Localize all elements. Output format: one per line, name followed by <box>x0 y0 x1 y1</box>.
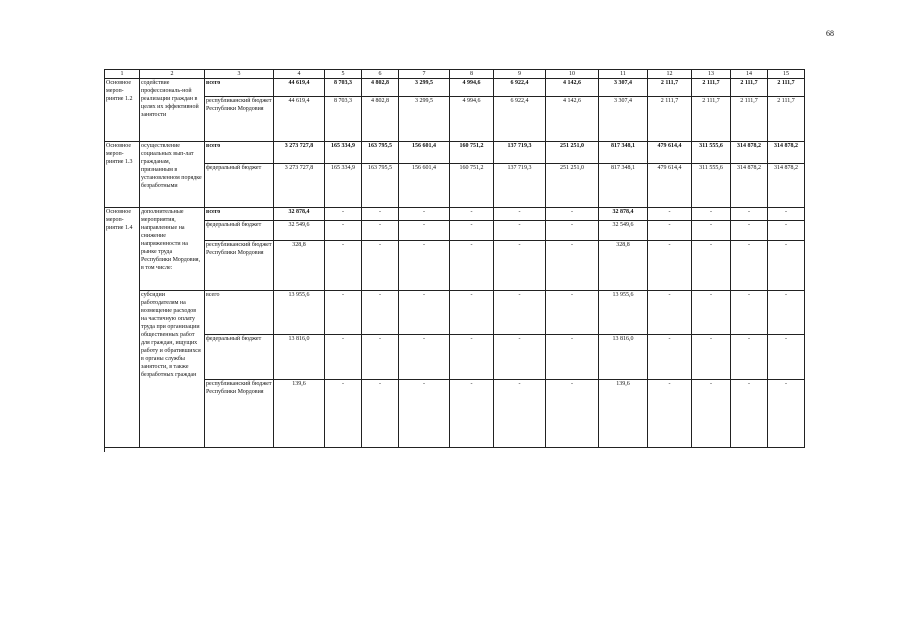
value-cell: 8 703,3 <box>325 97 362 142</box>
margin-line <box>104 440 105 452</box>
value-cell: 3 299,5 <box>399 79 450 97</box>
value-cell: 314 878,2 <box>731 164 768 208</box>
value-cell: - <box>648 208 692 221</box>
value-cell: - <box>399 208 450 221</box>
value-cell: - <box>768 208 805 221</box>
value-cell: - <box>325 221 362 241</box>
event-name: Основное мероп-риятие 1.4 <box>105 208 140 448</box>
value-cell: - <box>399 335 450 380</box>
value-cell: - <box>648 221 692 241</box>
table-row <box>105 164 805 208</box>
header-cell: 14 <box>731 70 768 79</box>
value-cell: 32 549,6 <box>599 221 648 241</box>
value-cell: - <box>450 241 494 291</box>
value-cell: 44 619,4 <box>274 79 325 97</box>
value-cell: - <box>731 221 768 241</box>
value-cell: - <box>494 291 546 335</box>
funding-source: всего <box>205 291 274 335</box>
value-cell: 160 751,2 <box>450 142 494 164</box>
value-cell: 4 994,6 <box>450 79 494 97</box>
value-cell: - <box>325 241 362 291</box>
value-cell: 4 142,6 <box>546 79 599 97</box>
value-cell: 2 111,7 <box>768 97 805 142</box>
value-cell: 328,8 <box>274 241 325 291</box>
table-row <box>105 291 805 335</box>
value-cell: - <box>692 221 731 241</box>
value-cell: 163 795,5 <box>362 164 399 208</box>
value-cell: 817 348,1 <box>599 142 648 164</box>
value-cell: 13 955,6 <box>599 291 648 335</box>
value-cell: - <box>494 335 546 380</box>
header-cell: 10 <box>546 70 599 79</box>
header-cell: 12 <box>648 70 692 79</box>
value-cell: - <box>692 208 731 221</box>
value-cell: 165 334,9 <box>325 164 362 208</box>
funding-source: республиканский бюджет Республики Мордовия <box>205 97 274 142</box>
value-cell: 4 802,8 <box>362 79 399 97</box>
value-cell: - <box>450 380 494 448</box>
value-cell: 13 816,0 <box>599 335 648 380</box>
value-cell: - <box>399 221 450 241</box>
header-cell: 6 <box>362 70 399 79</box>
header-cell: 8 <box>450 70 494 79</box>
value-cell: 137 719,3 <box>494 164 546 208</box>
value-cell: - <box>768 221 805 241</box>
value-cell: - <box>546 291 599 335</box>
page-number: 68 <box>826 29 834 38</box>
header-cell: 4 <box>274 70 325 79</box>
funding-source: федеральный бюджет <box>205 335 274 380</box>
value-cell: 2 111,7 <box>768 79 805 97</box>
value-cell: 4 994,6 <box>450 97 494 142</box>
funding-source: всего <box>205 208 274 221</box>
value-cell: - <box>494 208 546 221</box>
value-cell: - <box>362 241 399 291</box>
value-cell: - <box>362 335 399 380</box>
value-cell: - <box>648 380 692 448</box>
funding-source: федеральный бюджет <box>205 221 274 241</box>
event-name: Основное мероп-риятие 1.3 <box>105 142 140 208</box>
value-cell: 2 111,7 <box>648 79 692 97</box>
value-cell: 479 614,4 <box>648 142 692 164</box>
value-cell: 311 555,6 <box>692 142 731 164</box>
value-cell: - <box>546 208 599 221</box>
value-cell: - <box>362 208 399 221</box>
funding-source: всего <box>205 79 274 97</box>
value-cell: 32 878,4 <box>599 208 648 221</box>
header-cell: 9 <box>494 70 546 79</box>
table-row <box>105 380 805 448</box>
value-cell: - <box>494 221 546 241</box>
value-cell: 251 251,0 <box>546 142 599 164</box>
event-description: дополнительные мероприятия, направленные на снижение напряженности на рынке труда Республики Мордовия, в том числе: <box>140 208 205 291</box>
value-cell: - <box>546 241 599 291</box>
value-cell: 311 555,6 <box>692 164 731 208</box>
value-cell: 2 111,7 <box>692 79 731 97</box>
header-cell: 2 <box>140 70 205 79</box>
table-row <box>105 79 805 97</box>
value-cell: - <box>546 335 599 380</box>
value-cell: 4 802,8 <box>362 97 399 142</box>
event-description: содействие профессиональ-ной реализации граждан в целях их эффективной занятости <box>140 79 205 142</box>
value-cell: - <box>768 335 805 380</box>
value-cell: - <box>362 221 399 241</box>
value-cell: - <box>494 241 546 291</box>
value-cell: 156 601,4 <box>399 164 450 208</box>
value-cell: 3 273 727,8 <box>274 164 325 208</box>
value-cell: 139,6 <box>599 380 648 448</box>
value-cell: 817 348,1 <box>599 164 648 208</box>
value-cell: 3 273 727,8 <box>274 142 325 164</box>
header-cell: 11 <box>599 70 648 79</box>
value-cell: - <box>399 380 450 448</box>
value-cell: - <box>692 291 731 335</box>
value-cell: 163 795,5 <box>362 142 399 164</box>
table-row <box>105 142 805 164</box>
value-cell: - <box>325 291 362 335</box>
value-cell: - <box>450 208 494 221</box>
value-cell: 13 816,0 <box>274 335 325 380</box>
event-description: осуществление социальных вып-лат гражданам, признанным в установленном порядке безработными <box>140 142 205 208</box>
value-cell: - <box>768 380 805 448</box>
table-row <box>105 335 805 380</box>
value-cell: - <box>399 291 450 335</box>
header-cell: 3 <box>205 70 274 79</box>
header-cell: 15 <box>768 70 805 79</box>
value-cell: - <box>546 221 599 241</box>
value-cell: 8 703,3 <box>325 79 362 97</box>
value-cell: - <box>648 335 692 380</box>
header-row <box>105 70 805 79</box>
value-cell: - <box>731 208 768 221</box>
value-cell: - <box>546 380 599 448</box>
value-cell: 4 142,6 <box>546 97 599 142</box>
header-cell: 1 <box>105 70 140 79</box>
value-cell: - <box>325 208 362 221</box>
value-cell: 32 549,6 <box>274 221 325 241</box>
value-cell: - <box>362 291 399 335</box>
value-cell: 2 111,7 <box>648 97 692 142</box>
value-cell: - <box>450 221 494 241</box>
value-cell: 139,6 <box>274 380 325 448</box>
value-cell: - <box>692 241 731 291</box>
value-cell: - <box>450 335 494 380</box>
value-cell: 479 614,4 <box>648 164 692 208</box>
value-cell: - <box>731 380 768 448</box>
value-cell: 251 251,0 <box>546 164 599 208</box>
value-cell: - <box>731 291 768 335</box>
value-cell: 314 878,2 <box>731 142 768 164</box>
value-cell: - <box>494 380 546 448</box>
value-cell: 160 751,2 <box>450 164 494 208</box>
table-row <box>105 221 805 241</box>
value-cell: - <box>325 380 362 448</box>
table-row <box>105 241 805 291</box>
value-cell: 3 307,4 <box>599 79 648 97</box>
value-cell: 137 719,3 <box>494 142 546 164</box>
event-name: Основное мероп-риятие 1.2 <box>105 79 140 142</box>
value-cell: - <box>768 241 805 291</box>
value-cell: 13 955,6 <box>274 291 325 335</box>
value-cell: - <box>648 291 692 335</box>
value-cell: - <box>731 241 768 291</box>
value-cell: - <box>325 335 362 380</box>
value-cell: - <box>692 335 731 380</box>
value-cell: - <box>768 291 805 335</box>
value-cell: - <box>731 335 768 380</box>
value-cell: 3 307,4 <box>599 97 648 142</box>
value-cell: 156 601,4 <box>399 142 450 164</box>
value-cell: - <box>399 241 450 291</box>
funding-source: республиканский бюджет Республики Мордовия <box>205 241 274 291</box>
value-cell: 328,8 <box>599 241 648 291</box>
value-cell: 44 619,4 <box>274 97 325 142</box>
table-row <box>105 208 805 221</box>
value-cell: 314 878,2 <box>768 164 805 208</box>
header-cell: 5 <box>325 70 362 79</box>
header-cell: 7 <box>399 70 450 79</box>
value-cell: 314 878,2 <box>768 142 805 164</box>
funding-source: всего <box>205 142 274 164</box>
value-cell: - <box>692 380 731 448</box>
value-cell: 3 299,5 <box>399 97 450 142</box>
value-cell: - <box>362 380 399 448</box>
value-cell: 2 111,7 <box>731 97 768 142</box>
value-cell: 2 111,7 <box>731 79 768 97</box>
value-cell: 165 334,9 <box>325 142 362 164</box>
table-row <box>105 97 805 142</box>
funding-source: федеральный бюджет <box>205 164 274 208</box>
header-cell: 13 <box>692 70 731 79</box>
value-cell: 6 922,4 <box>494 97 546 142</box>
value-cell: - <box>450 291 494 335</box>
value-cell: 2 111,7 <box>692 97 731 142</box>
funding-source: республиканский бюджет Республики Мордовия <box>205 380 274 448</box>
value-cell: 6 922,4 <box>494 79 546 97</box>
value-cell: - <box>648 241 692 291</box>
budget-table <box>104 69 805 448</box>
value-cell: 32 878,4 <box>274 208 325 221</box>
event-description: субсидии работодателям на возмещение расходов на частичную оплату труда при организации общественных работ для граждан, ищущих работу и обратившихся в органы службы занятости, в также безработных граждан <box>140 291 205 448</box>
